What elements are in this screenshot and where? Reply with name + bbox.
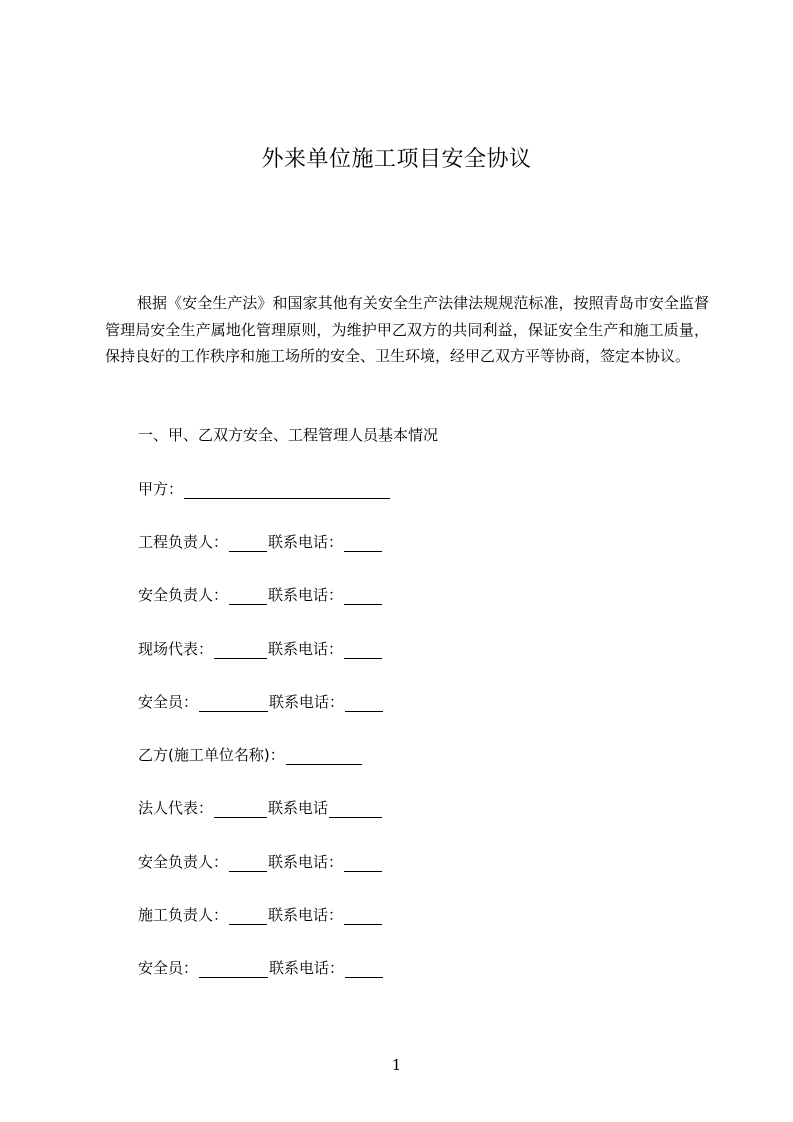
section-heading: 一、甲、乙双方安全、工程管理人员基本情况 (138, 426, 439, 444)
party-a-row (138, 531, 383, 552)
field-blank (229, 534, 267, 552)
field-label: 法人代表： (138, 799, 214, 817)
intro-paragraph: 根据《安全生产法》和国家其他有关安全生产法律法规规范标准，按照青岛市安全监督管理局安全生产属地化管理原则，为维护甲乙双方的共同利益，保证安全生产和施工质量，保持良好的工作秩序和施工场所的安全、卫生环境，经甲乙双方平等协商，签定本协议。 (105, 294, 709, 365)
field-label: 工程负责人： (138, 533, 229, 551)
party-a-row (138, 638, 383, 659)
field-blank (214, 641, 267, 659)
phone-label: 联系电话： (268, 533, 344, 551)
phone-blank (345, 960, 383, 978)
party-a-blank (184, 481, 390, 499)
phone-blank (344, 907, 382, 925)
field-label: 安全员： (138, 959, 199, 977)
field-label: 施工负责人： (138, 906, 229, 924)
party-a-row (138, 584, 383, 605)
field-blank (199, 694, 268, 712)
phone-label: 联系电话： (268, 853, 344, 871)
field-label: 安全负责人： (138, 853, 229, 871)
document-title: 外来单位施工项目安全协议 (261, 147, 532, 172)
party-b-row (138, 797, 383, 818)
phone-label: 联系电话： (269, 693, 345, 711)
phone-blank (344, 854, 382, 872)
field-label: 安全员： (138, 693, 199, 711)
phone-label: 联系电话： (268, 640, 344, 658)
party-a-field (138, 478, 391, 499)
party-b-blank (286, 747, 362, 765)
phone-label: 联系电话： (268, 906, 344, 924)
party-b-row (138, 851, 383, 872)
field-label: 安全负责人： (138, 586, 229, 604)
field-blank (229, 587, 267, 605)
field-blank (229, 907, 267, 925)
phone-blank (345, 694, 383, 712)
field-blank (214, 800, 267, 818)
field-blank (229, 854, 267, 872)
phone-blank (344, 534, 382, 552)
phone-label: 联系电话： (269, 959, 345, 977)
party-b-field (138, 744, 363, 765)
party-b-row (138, 957, 384, 978)
field-blank (199, 960, 268, 978)
phone-blank (329, 800, 382, 818)
phone-label: 联系电话 (268, 799, 329, 817)
party-b-row (138, 904, 383, 925)
party-a-row (138, 691, 384, 712)
party-b-label: 乙方(施工单位名称)： (138, 746, 285, 764)
page-number: 1 (391, 1056, 402, 1074)
phone-blank (344, 641, 382, 659)
phone-label: 联系电话： (268, 586, 344, 604)
party-a-label: 甲方： (138, 480, 184, 498)
field-label: 现场代表： (138, 640, 214, 658)
phone-blank (344, 587, 382, 605)
